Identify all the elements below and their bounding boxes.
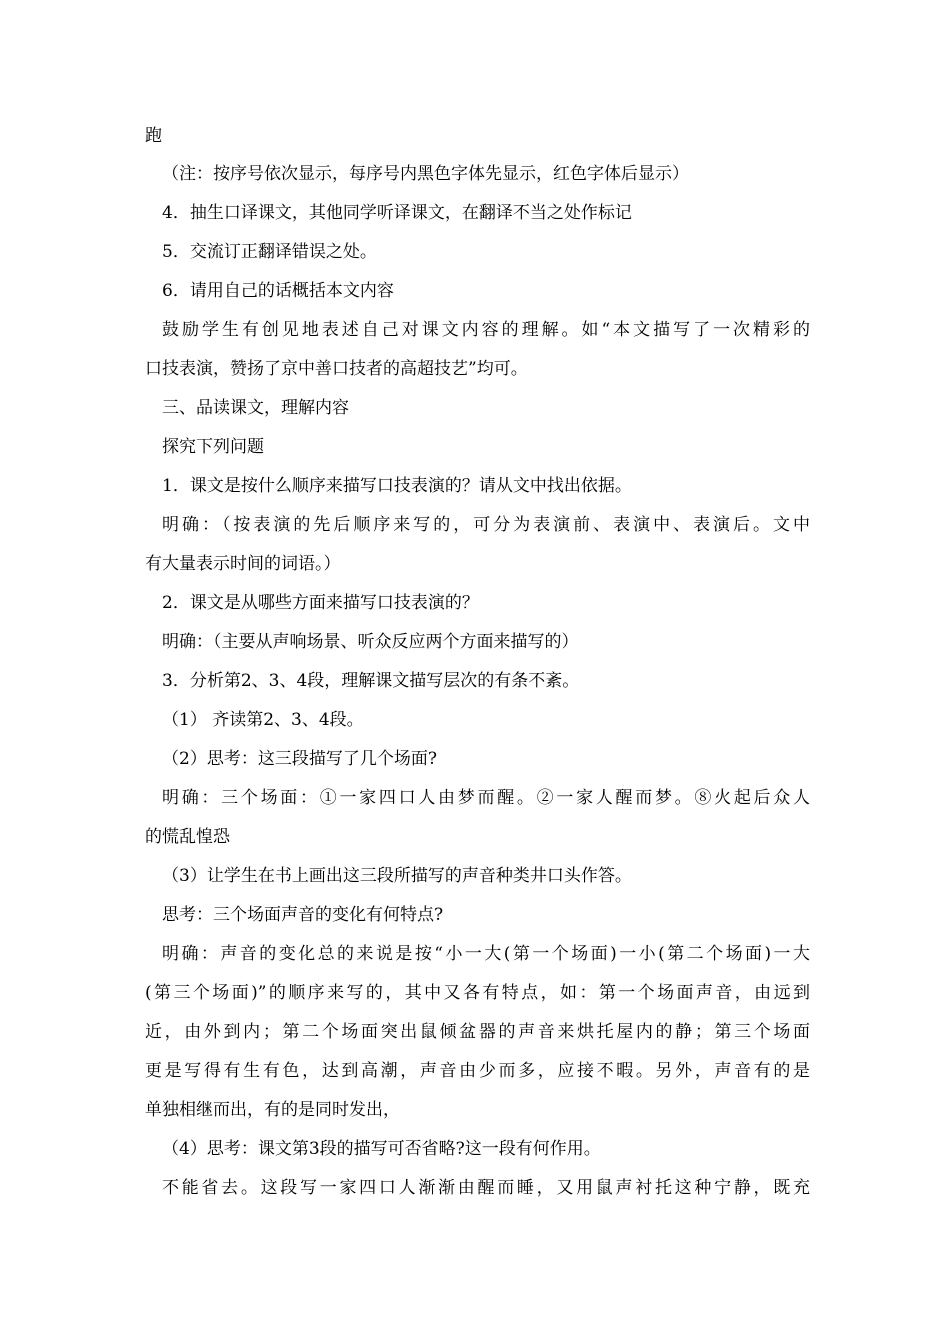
text-line: 2．课文是从哪些方面来描写口技表演的？	[162, 593, 479, 613]
text-line: 口技表演，赞扬了京中善口技者的高超技艺”均可。	[145, 359, 528, 379]
text-line: 4．抽生口译课文，其他同学听译课文，在翻译不当之处作标记	[162, 203, 632, 223]
text-line: 1．课文是按什么顺序来描写口技表演的？请从文中找出依据。	[162, 476, 632, 496]
text-line: 探究下列问题	[162, 437, 264, 457]
text-line: (第三个场面)”的顺序来写的，其中又各有特点，如：第一个场面声音，由远到	[145, 983, 810, 1003]
text-line: 更是写得有生有色，达到高潮，声音由少而多，应接不暇。另外，声音有的是	[145, 1061, 810, 1081]
text-line: 5．交流订正翻译错误之处。	[162, 242, 377, 262]
text-line: 思考：三个场面声音的变化有何特点?	[162, 905, 444, 925]
text-line: 明确：声音的变化总的来说是按“小一大(第一个场面)一小(第二个场面)一大	[162, 944, 810, 964]
text-line: 近，由外到内；第二个场面突出鼠倾盆器的声音来烘托屋内的静；第三个场面	[145, 1022, 810, 1042]
text-line: 明确：（主要从声响场景、听众反应两个方面来描写的）	[162, 632, 579, 652]
text-line: 的慌乱惶恐	[145, 827, 230, 847]
text-line: 3．分析第2、3、4段，理解课文描写层次的有条不紊。	[162, 671, 580, 691]
text-line: （注：按序号依次显示，每序号内黑色字体先显示，红色字体后显示）	[162, 164, 689, 184]
text-line: 单独相继而出，有的是同时发出，	[145, 1100, 400, 1120]
text-line: （3）让学生在书上画出这三段所描写的声音种类井口头作答。	[162, 866, 632, 886]
text-line: （1） 齐读第2、3、4段。	[162, 710, 364, 730]
text-line: 有大量表示时间的词语。）	[145, 554, 341, 574]
text-line: 不能省去。这段写一家四口人渐渐由醒而睡，又用鼠声衬托这种宁静，既充	[162, 1178, 810, 1198]
text-line: 鼓励学生有创见地表述自己对课文内容的理解。如“本文描写了一次精彩的	[162, 320, 810, 340]
section-heading: 三、品读课文，理解内容	[162, 398, 349, 418]
text-line: 跑	[145, 126, 162, 146]
text-line: 6．请用自己的话概括本文内容	[162, 281, 394, 301]
text-line: （4）思考：课文第3段的描写可否省略?这一段有何作用。	[162, 1139, 601, 1159]
text-line: （2）思考：这三段描写了几个场面?	[162, 749, 437, 769]
text-line: 明确：（按表演的先后顺序来写的，可分为表演前、表演中、表演后。文中	[162, 515, 810, 535]
text-line: 明确：三个场面：①一家四口人由梦而醒。②一家人醒而梦。⑧火起后众人	[162, 788, 810, 808]
